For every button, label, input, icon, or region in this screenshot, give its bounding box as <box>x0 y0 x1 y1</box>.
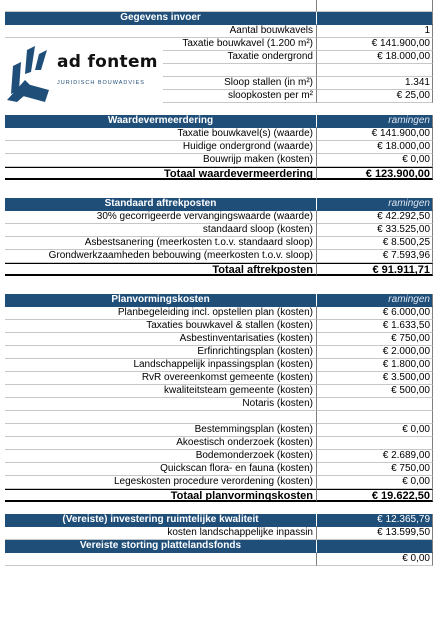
cell[interactable] <box>317 0 433 12</box>
ramingen-label[interactable]: ramingen <box>317 198 433 211</box>
data-row <box>5 372 433 385</box>
section-title[interactable]: Vereiste storting plattelandsfonds <box>5 540 317 553</box>
row-label[interactable]: Bestemmingsplan (kosten) <box>5 424 317 437</box>
row-value[interactable]: € 750,00 <box>317 463 433 476</box>
total-value[interactable]: € 19.622,50 <box>317 489 433 502</box>
row-label[interactable]: Huidige ondergrond (waarde) <box>5 141 317 154</box>
row-label[interactable]: Notaris (kosten) <box>5 398 317 411</box>
ramingen-label[interactable]: ramingen <box>317 294 433 307</box>
data-row <box>5 141 433 154</box>
section-header-planvorming <box>5 294 433 307</box>
investering-value[interactable]: € 12.365,79 <box>317 514 433 527</box>
row-label[interactable]: Bodemonderzoek (kosten) <box>5 450 317 463</box>
data-row <box>5 359 433 372</box>
row-label[interactable]: Legeskosten procedure verordening (kosten) <box>5 476 317 489</box>
data-row <box>5 346 433 359</box>
logo-name: ad fontem <box>57 52 158 72</box>
row-label[interactable]: Erfinrichtingsplan (kosten) <box>5 346 317 359</box>
row-label[interactable]: Quickscan flora- en fauna (kosten) <box>5 463 317 476</box>
data-row <box>5 307 433 320</box>
data-row <box>5 424 433 437</box>
total-label[interactable]: Totaal waardevermeerdering <box>5 167 317 180</box>
row-value[interactable]: € 0,00 <box>317 154 433 167</box>
row-label[interactable]: Planbegeleiding incl. opstellen plan (kosten) <box>5 307 317 320</box>
total-label[interactable]: Totaal aftrekposten <box>5 263 317 276</box>
row-label[interactable]: Landschappelijk inpassingsplan (kosten) <box>5 359 317 372</box>
total-row-waardevermeerdering <box>5 167 433 180</box>
ad-fontem-logo <box>3 42 163 107</box>
data-row <box>5 333 433 346</box>
final-value[interactable]: € 0,00 <box>317 553 433 566</box>
cell[interactable] <box>5 0 317 12</box>
row-label[interactable] <box>5 553 317 566</box>
data-row <box>5 385 433 398</box>
row-label[interactable]: Aantal bouwkavels <box>5 25 317 38</box>
row-value[interactable]: € 1.800,00 <box>317 359 433 372</box>
data-row <box>5 128 433 141</box>
data-row <box>5 463 433 476</box>
row-label[interactable]: Taxatie ondergrond <box>5 51 317 64</box>
row-value[interactable]: 1.341 <box>317 77 433 90</box>
row-label[interactable]: kosten landschappelijke inpassin <box>5 527 317 540</box>
row-value[interactable]: € 500,00 <box>317 385 433 398</box>
row-value[interactable]: 1 <box>317 25 433 38</box>
total-row-planvorming <box>5 489 433 502</box>
total-label[interactable]: Totaal planvormingskosten <box>5 489 317 502</box>
row-label[interactable]: Taxatie bouwkavel(s) (waarde) <box>5 128 317 141</box>
section-header-aftrekposten <box>5 198 433 211</box>
row-value[interactable]: € 13.599,50 <box>317 527 433 540</box>
data-row <box>5 224 433 237</box>
row-label[interactable]: Asbestsanering (meerkosten t.o.v. standaard sloop) <box>5 237 317 250</box>
data-row <box>5 437 433 450</box>
section-title[interactable]: Waardevermeerdering <box>5 115 317 128</box>
data-row <box>5 250 433 263</box>
row-value[interactable]: € 141.900,00 <box>317 38 433 51</box>
row-value[interactable]: € 0,00 <box>317 476 433 489</box>
section-title[interactable]: Gegevens invoer <box>5 12 317 25</box>
row-label[interactable]: Sloop stallen (in m²) <box>5 77 317 90</box>
header-cell[interactable] <box>317 540 433 553</box>
section-header-gegevens <box>5 12 433 25</box>
row-label[interactable]: 30% gecorrigeerde vervangingswaarde (waarde) <box>5 211 317 224</box>
row-label[interactable]: Asbestinventarisaties (kosten) <box>5 333 317 346</box>
row-label[interactable]: Grondwerkzaamheden bebouwing (meerkosten t.o.v. sloop) <box>5 250 317 263</box>
row-value[interactable]: € 33.525,00 <box>317 224 433 237</box>
data-row <box>5 320 433 333</box>
row-value[interactable] <box>317 437 433 450</box>
data-row <box>5 411 433 424</box>
data-row <box>5 476 433 489</box>
row-value[interactable]: € 8.500,25 <box>317 237 433 250</box>
top-blank-row <box>5 0 433 12</box>
row-label[interactable]: Bouwrijp maken (kosten) <box>5 154 317 167</box>
data-row <box>5 450 433 463</box>
data-row <box>5 211 433 224</box>
total-value[interactable]: € 91.911,71 <box>317 263 433 276</box>
data-row <box>5 154 433 167</box>
section-header-storting <box>5 540 433 553</box>
row-value[interactable]: € 141.900,00 <box>317 128 433 141</box>
row-label[interactable]: Akoestisch onderzoek (kosten) <box>5 437 317 450</box>
row-value[interactable]: € 3.500,00 <box>317 372 433 385</box>
data-row <box>5 527 433 540</box>
row-value[interactable] <box>317 411 433 424</box>
row-value[interactable]: € 2.689,00 <box>317 450 433 463</box>
row-label[interactable]: sloopkosten per m² <box>5 90 317 103</box>
ramingen-label[interactable]: ramingen <box>317 115 433 128</box>
section-header-investering <box>5 514 433 527</box>
section-header-waardevermeerdering <box>5 115 433 128</box>
section-title[interactable]: (Vereiste) investering ruimtelijke kwaliteit <box>5 514 317 527</box>
row-value[interactable]: € 18.000,00 <box>317 141 433 154</box>
row-value[interactable] <box>317 398 433 411</box>
row-value[interactable]: € 42.292,50 <box>317 211 433 224</box>
header-cell[interactable] <box>317 12 433 25</box>
row-value[interactable]: € 25,00 <box>317 90 433 103</box>
row-label[interactable]: RvR overeenkomst gemeente (kosten) <box>5 372 317 385</box>
logo-mark-icon <box>5 44 55 106</box>
row-value[interactable]: € 750,00 <box>317 333 433 346</box>
row-value[interactable]: € 18.000,00 <box>317 51 433 64</box>
row-label[interactable]: standaard sloop (kosten) <box>5 224 317 237</box>
row-value[interactable] <box>317 64 433 77</box>
row-value[interactable]: € 7.593,96 <box>317 250 433 263</box>
data-row <box>5 237 433 250</box>
row-label[interactable] <box>5 411 317 424</box>
total-value[interactable]: € 123.900,00 <box>317 167 433 180</box>
logo-tagline: JURIDISCH BOUWADVIES <box>57 80 145 86</box>
section-title[interactable]: Standaard aftrekposten <box>5 198 317 211</box>
total-row-aftrekposten <box>5 263 433 276</box>
row-label[interactable]: Taxaties bouwkavel & stallen (kosten) <box>5 320 317 333</box>
data-row <box>5 398 433 411</box>
row-value[interactable]: € 1.633,50 <box>317 320 433 333</box>
row-label[interactable]: kwaliteitsteam gemeente (kosten) <box>5 385 317 398</box>
row-value[interactable]: € 0,00 <box>317 424 433 437</box>
data-row <box>5 553 433 566</box>
data-row <box>5 25 433 38</box>
row-value[interactable]: € 6.000,00 <box>317 307 433 320</box>
row-label[interactable]: Taxatie bouwkavel (1.200 m²) <box>5 38 317 51</box>
section-title[interactable]: Planvormingskosten <box>5 294 317 307</box>
row-value[interactable]: € 2.000,00 <box>317 346 433 359</box>
